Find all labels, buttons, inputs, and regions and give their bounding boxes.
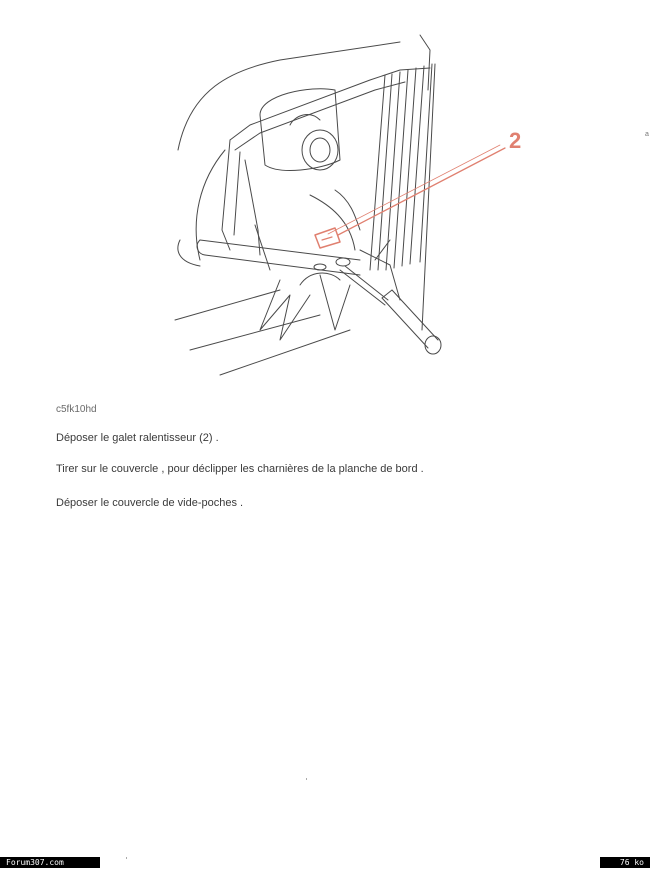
scan-speck [126,857,127,859]
scan-speck [306,778,307,780]
technical-illustration [160,30,560,385]
instruction-step: Tirer sur le couvercle , pour déclipper les charnières de la planche de bord . [56,463,424,475]
figure-code: c5fk10hd [56,404,97,415]
callout-number: 2 [509,128,522,153]
corner-mark: a [645,131,649,138]
instruction-step: Déposer le galet ralentisseur (2) . [56,432,219,444]
footer-file-size: 76 ko [600,857,650,868]
footer-site-label: Forum307.com [0,857,100,868]
instruction-step: Déposer le couvercle de vide-poches . [56,497,244,509]
